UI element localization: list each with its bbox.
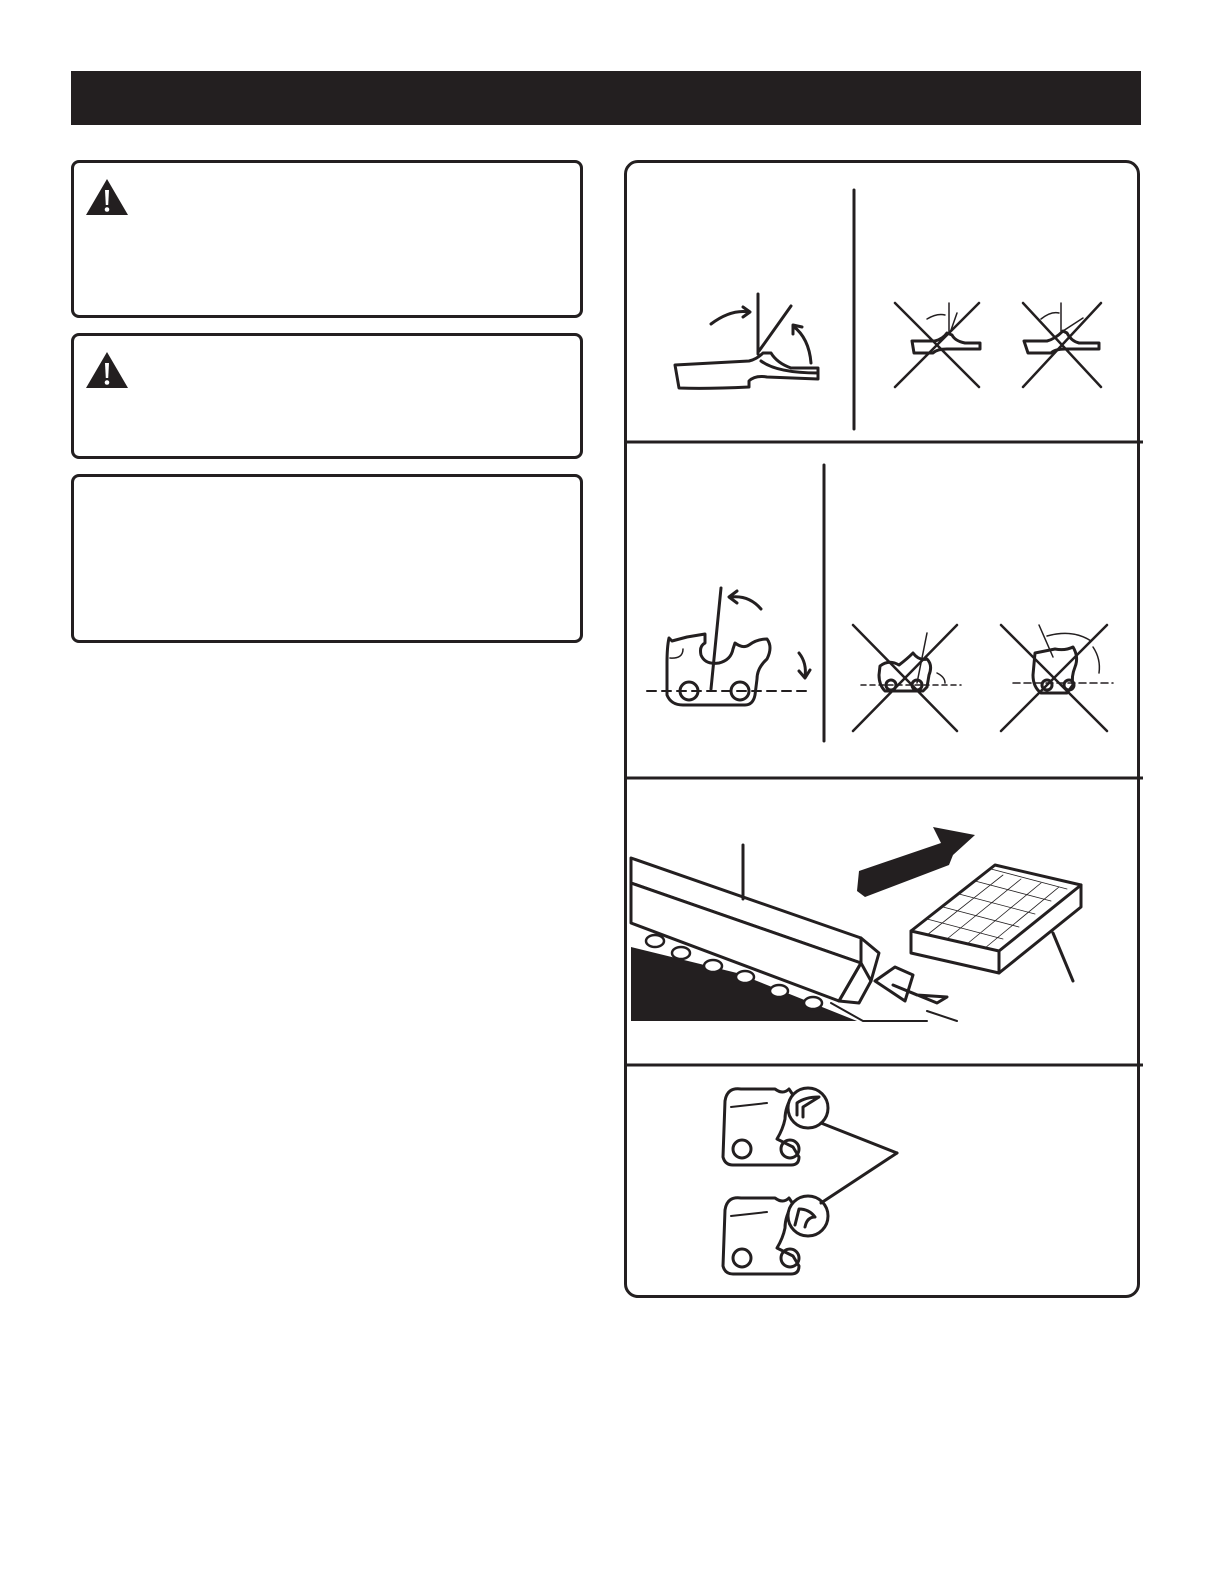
angle-arrow — [793, 326, 811, 363]
warning-triangle-icon — [84, 177, 130, 217]
panel-2-side-plate-angle — [647, 465, 1113, 741]
warning-box-1 — [71, 160, 583, 318]
correct-top-plate-cutter — [675, 294, 818, 388]
file-callout-line — [1053, 933, 1073, 981]
cutter-lower — [723, 1153, 897, 1274]
incorrect-side-plate-cutter-2 — [1001, 625, 1113, 731]
flat-file — [911, 865, 1081, 973]
notice-box — [71, 474, 583, 643]
callout-line — [821, 1153, 897, 1203]
warning-box-2 — [71, 333, 583, 459]
warning-triangle-icon — [84, 350, 130, 390]
panel-4-cutter-comparison — [723, 1088, 897, 1274]
illustration-frame — [624, 160, 1140, 1298]
filing-direction-arrow — [857, 827, 975, 897]
incorrect-top-plate-cutter-1 — [895, 303, 980, 387]
panel-1-top-plate-angle — [675, 190, 1101, 429]
chain-sharpening-illustrations — [627, 163, 1143, 1301]
section-header-bar — [71, 71, 1141, 125]
callout-line — [821, 1123, 897, 1153]
incorrect-side-plate-cutter-1 — [853, 625, 961, 731]
cutter-upper — [723, 1088, 897, 1165]
correct-side-plate-cutter — [647, 588, 810, 705]
angle-line — [711, 588, 721, 689]
panel-3-depth-gauge-filing — [631, 827, 1081, 1021]
angle-line — [759, 306, 791, 351]
incorrect-top-plate-cutter-2 — [1023, 303, 1101, 387]
